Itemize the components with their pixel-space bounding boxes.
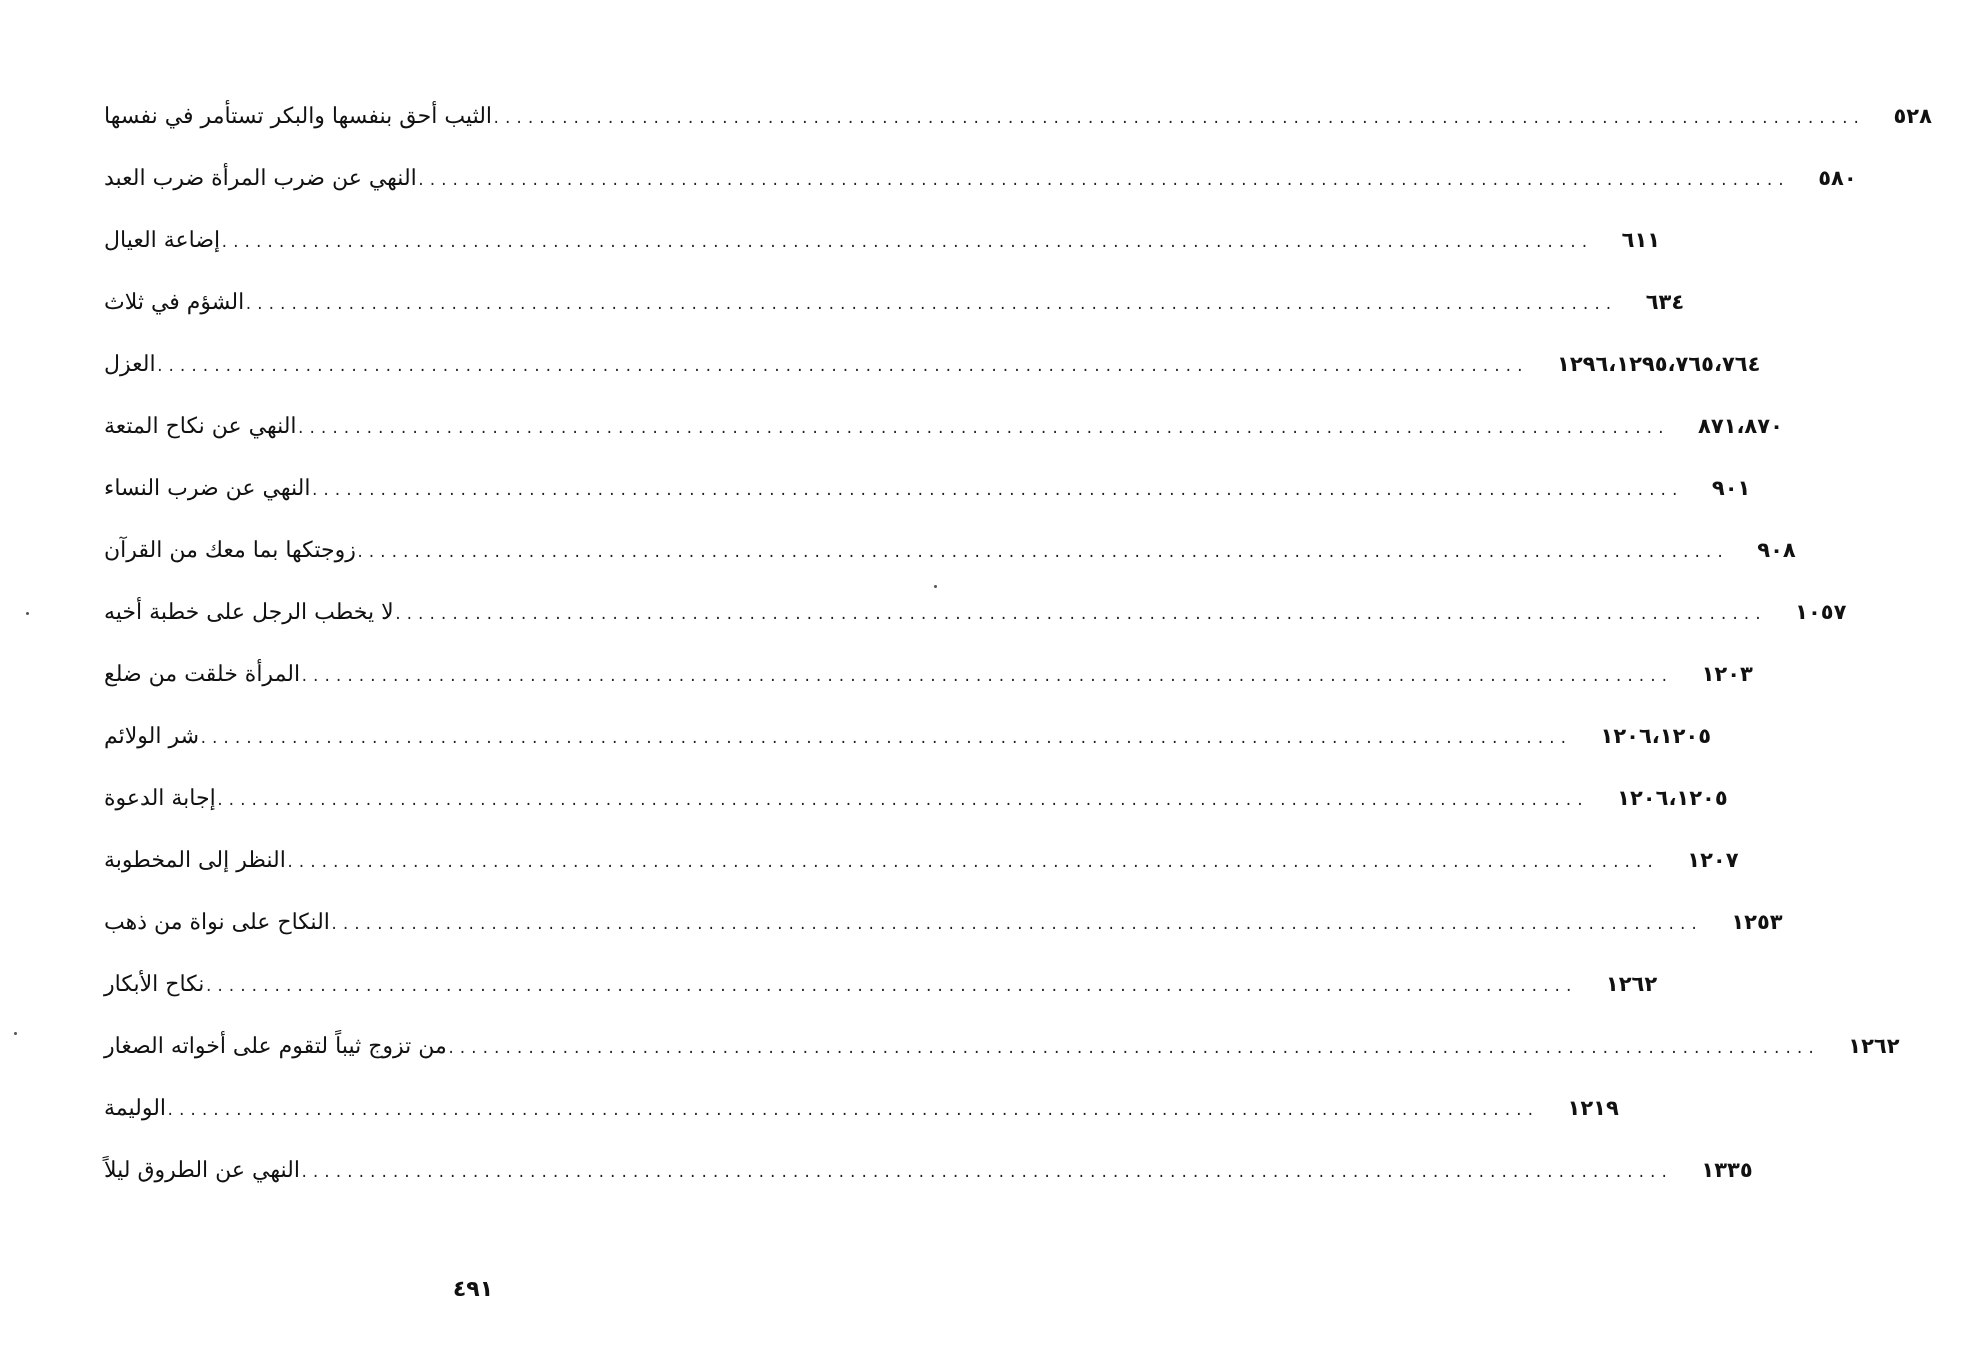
entry-pages: ١٢٠٦،١٢٠٥ [1600, 724, 1712, 748]
dot-leader: ........................................................................................................................ [416, 173, 1789, 189]
dot-leader: ........................................................................................................................ [299, 1165, 1672, 1181]
index-entry [100, 1096, 1619, 1158]
index-list [100, 104, 1932, 1220]
entry-topic: إضاعة العيال [104, 228, 221, 253]
entry-pages: ١٢٩٦،١٢٩٥،٧٦٥،٧٦٤ [1557, 352, 1761, 376]
entry-pages: ١٢٠٦،١٢٠٥ [1617, 786, 1728, 810]
entry-topic: الشؤم في ثلاث [104, 290, 245, 315]
index-entry [100, 848, 1739, 910]
margin-mark [26, 612, 29, 615]
dot-leader: ........................................................................................................................ [220, 235, 1592, 251]
dot-leader: ........................................................................................................................ [296, 421, 1668, 437]
entry-pages: ١٢٠٣ [1701, 662, 1753, 686]
index-entry [100, 166, 1857, 228]
entry-topic: النهي عن الطروق ليلاً [104, 1158, 300, 1183]
index-entry [100, 414, 1783, 476]
index-entry [100, 910, 1783, 972]
entry-topic: لا يخطب الرجل على خطبة أخيه [104, 600, 394, 625]
entry-pages: ١٢٦٢ [1605, 972, 1658, 996]
index-entry [100, 228, 1661, 290]
dot-leader: ........................................................................................................................ [310, 483, 1682, 499]
entry-pages: ٥٢٨ [1893, 104, 1932, 128]
index-entry [100, 476, 1751, 538]
margin-mark [14, 1032, 17, 1035]
page-number: ٤٩١ [452, 1277, 494, 1302]
index-entry [100, 972, 1658, 1034]
index-entry [100, 1034, 1900, 1096]
dot-leader: ........................................................................................................................ [355, 545, 1728, 561]
entry-topic: النهي عن نكاح المتعة [104, 414, 297, 439]
index-entry [100, 724, 1712, 786]
index-entry [100, 538, 1796, 600]
dot-leader: ........................................................................................................................ [393, 607, 1766, 623]
margin-mark [934, 585, 937, 588]
entry-topic: الثيب أحق بنفسها والبكر تستأمر في نفسها [104, 104, 493, 129]
dot-leader: ........................................................................................................................ [244, 297, 1616, 313]
entry-topic: المرأة خلقت من ضلع [104, 662, 301, 687]
entry-pages: ٦١١ [1621, 228, 1661, 252]
entry-pages: ١٣٣٥ [1701, 1158, 1753, 1182]
entry-pages: ١٢٥٣ [1731, 910, 1783, 934]
entry-topic: النهي عن ضرب المرأة ضرب العبد [104, 166, 417, 191]
entry-topic: شر الولائم [104, 724, 200, 749]
index-entry [100, 104, 1932, 166]
dot-leader: ........................................................................................................................ [492, 111, 1864, 127]
entry-topic: الوليمة [104, 1096, 167, 1121]
dot-leader: ........................................................................................................................ [215, 793, 1588, 809]
dot-leader: ........................................................................................................................ [446, 1041, 1819, 1057]
entry-topic: زوجتكها بما معك من القرآن [104, 538, 356, 563]
index-entry [100, 786, 1728, 848]
entry-topic: من تزوج ثيباً لتقوم على أخواته الصغار [104, 1034, 447, 1059]
index-entry [100, 600, 1847, 662]
index-entry [100, 290, 1685, 352]
dot-leader: ........................................................................................................................ [285, 855, 1658, 871]
dot-leader: ........................................................................................................................ [166, 1103, 1538, 1119]
dot-leader: ........................................................................................................................ [329, 917, 1702, 933]
dot-leader: ........................................................................................................................ [300, 669, 1672, 685]
entry-pages: ٨٧١،٨٧٠ [1698, 414, 1783, 438]
entry-topic: النظر إلى المخطوبة [104, 848, 286, 873]
entry-pages: ١٢٠٧ [1687, 848, 1739, 872]
entry-topic: نكاح الأبكار [104, 972, 205, 997]
entry-pages: ٩٠١ [1711, 476, 1751, 500]
entry-pages: ١٢٦٢ [1848, 1034, 1900, 1058]
dot-leader: ........................................................................................................................ [199, 731, 1571, 747]
dot-leader: ........................................................................................................................ [155, 359, 1528, 375]
entry-topic: إجابة الدعوة [104, 786, 216, 811]
entry-topic: العزل [104, 352, 156, 377]
entry-topic: النكاح على نواة من ذهب [104, 910, 330, 935]
entry-pages: ١٠٥٧ [1795, 600, 1847, 624]
index-entry [100, 1158, 1753, 1220]
index-entry [100, 662, 1753, 724]
entry-pages: ٦٣٤ [1645, 290, 1685, 314]
entry-pages: ١٢١٩ [1567, 1096, 1619, 1120]
entry-pages: ٩٠٨ [1757, 538, 1796, 562]
entry-topic: النهي عن ضرب النساء [104, 476, 311, 501]
entry-pages: ٥٨٠ [1818, 166, 1857, 190]
dot-leader: ........................................................................................................................ [204, 979, 1576, 995]
index-entry [100, 352, 1761, 414]
